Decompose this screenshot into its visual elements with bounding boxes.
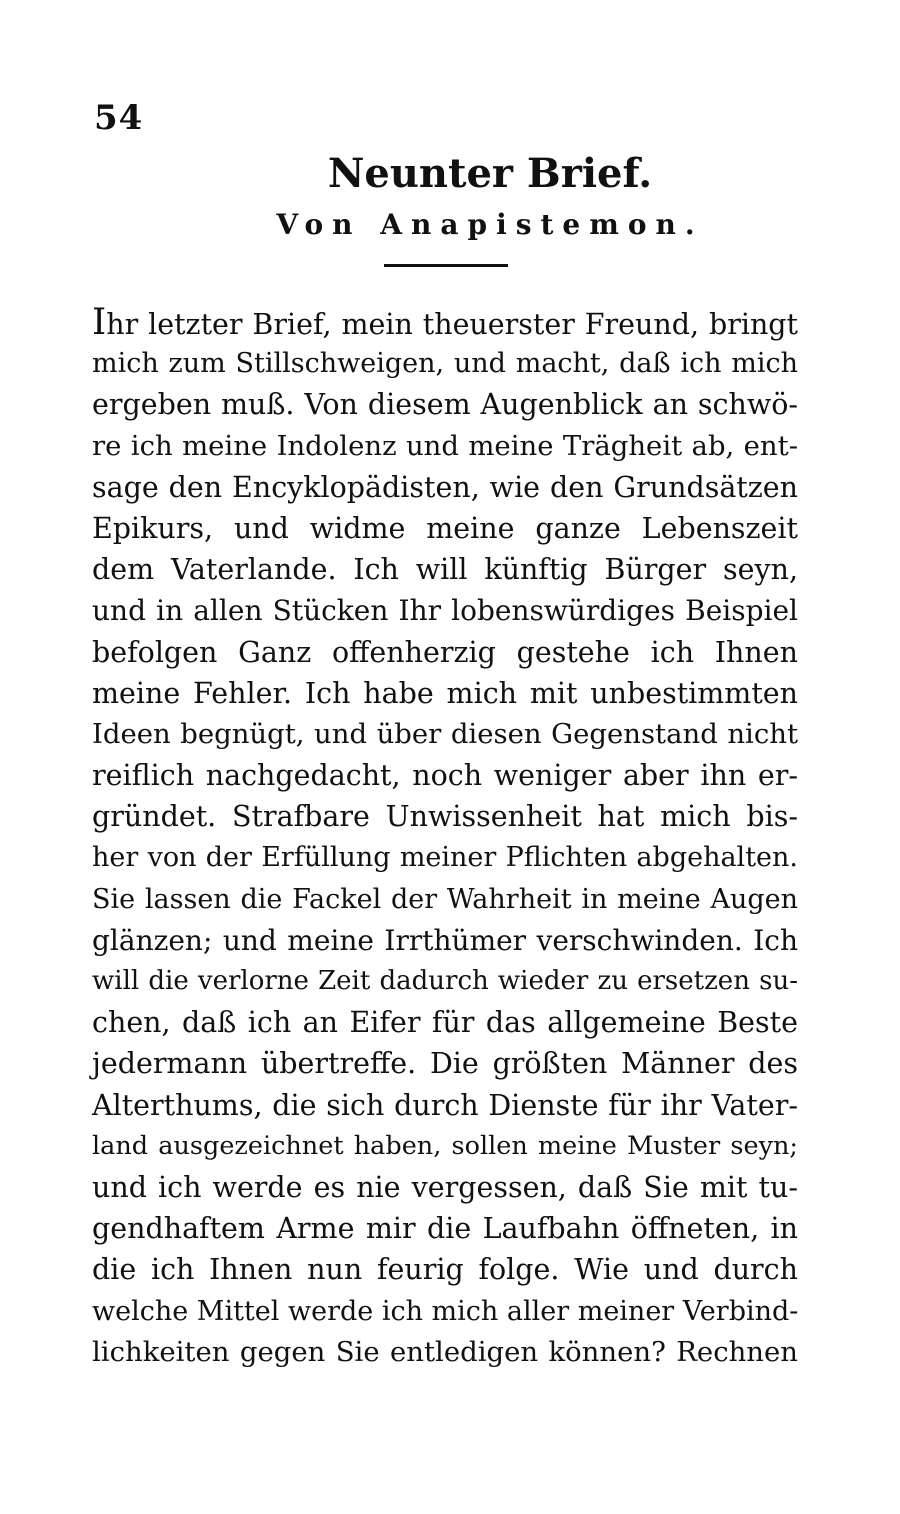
text-line: ergeben muß. Von diesem Augenblick an schwö- [92,388,798,422]
text-line: gendhaftem Arme mir die Laufbahn öffneten, in [92,1212,798,1246]
text-line: Ideen begnügt, und über diesen Gegenstand nicht [92,717,798,750]
chapter-subtitle-text: Von Anapistemon. [276,208,704,241]
text-line: gründet. Strafbare Unwissenheit hat mich bis- [92,800,798,834]
text-line: und ich werde es nie vergessen, daß Sie mit tu- [92,1170,798,1204]
letter-body [92,302,798,1373]
text-line: die ich Ihnen nun feurig folge. Wie und durch [92,1253,798,1287]
text-line: meine Fehler. Ich habe mich mit unbestimmten [92,676,798,710]
text-line: welche Mittel werde ich mich aller meiner Verbind- [92,1295,799,1327]
text-line: lichkeiten gegen Sie entledigen können? Rechnen [92,1335,798,1368]
text-line: Alterthums, die sich durch Dienste für ihr Vater- [92,1088,798,1122]
text-line: dem Vaterlande. Ich will künftig Bürger seyn, [92,553,798,587]
text-line: und in allen Stücken Ihr lobenswürdiges Beispiel [92,594,798,628]
text-line: glänzen; und meine Irrthümer verschwinden. Ich [92,923,798,957]
text-line: jedermann übertreffe. Die größten Männer des [92,1047,798,1081]
text-line: Sie lassen die Fackel der Wahrheit in meine Augen [92,883,798,915]
text-line: chen, daß ich an Eifer für das allgemeine Beste [92,1006,798,1040]
text-line: Ihr letzter Brief, mein theuerster Freund, bringt [92,302,798,343]
chapter-subtitle [0,208,900,241]
chapter-title [0,150,900,197]
text-line: Epikurs, und widme meine ganze Lebenszeit [92,511,798,545]
text-line: re ich meine Indolenz und meine Trägheit ab, ent- [92,429,798,462]
text-line: land ausgezeichnet haben, sollen meine Muster seyn; [92,1130,798,1161]
page-number: 54 [94,98,144,138]
text-line: mich zum Stillschweigen, und macht, daß ich mich [92,348,798,380]
chapter-title-text: Neunter Brief. [327,150,653,197]
text-line: will die verlorne Zeit dadurch wieder zu ersetzen su- [92,966,798,996]
text-line: sage den Encyklopädisten, wie den Grundsätzen [92,470,798,504]
text-line: reiflich nachgedacht, noch weniger aber ihn er- [92,759,798,793]
text-line: befolgen Ganz offenherzig gestehe ich Ihnen [92,635,798,669]
text-line: her von der Erfüllung meiner Pflichten abgehalten. [92,842,798,874]
title-divider [384,264,508,267]
